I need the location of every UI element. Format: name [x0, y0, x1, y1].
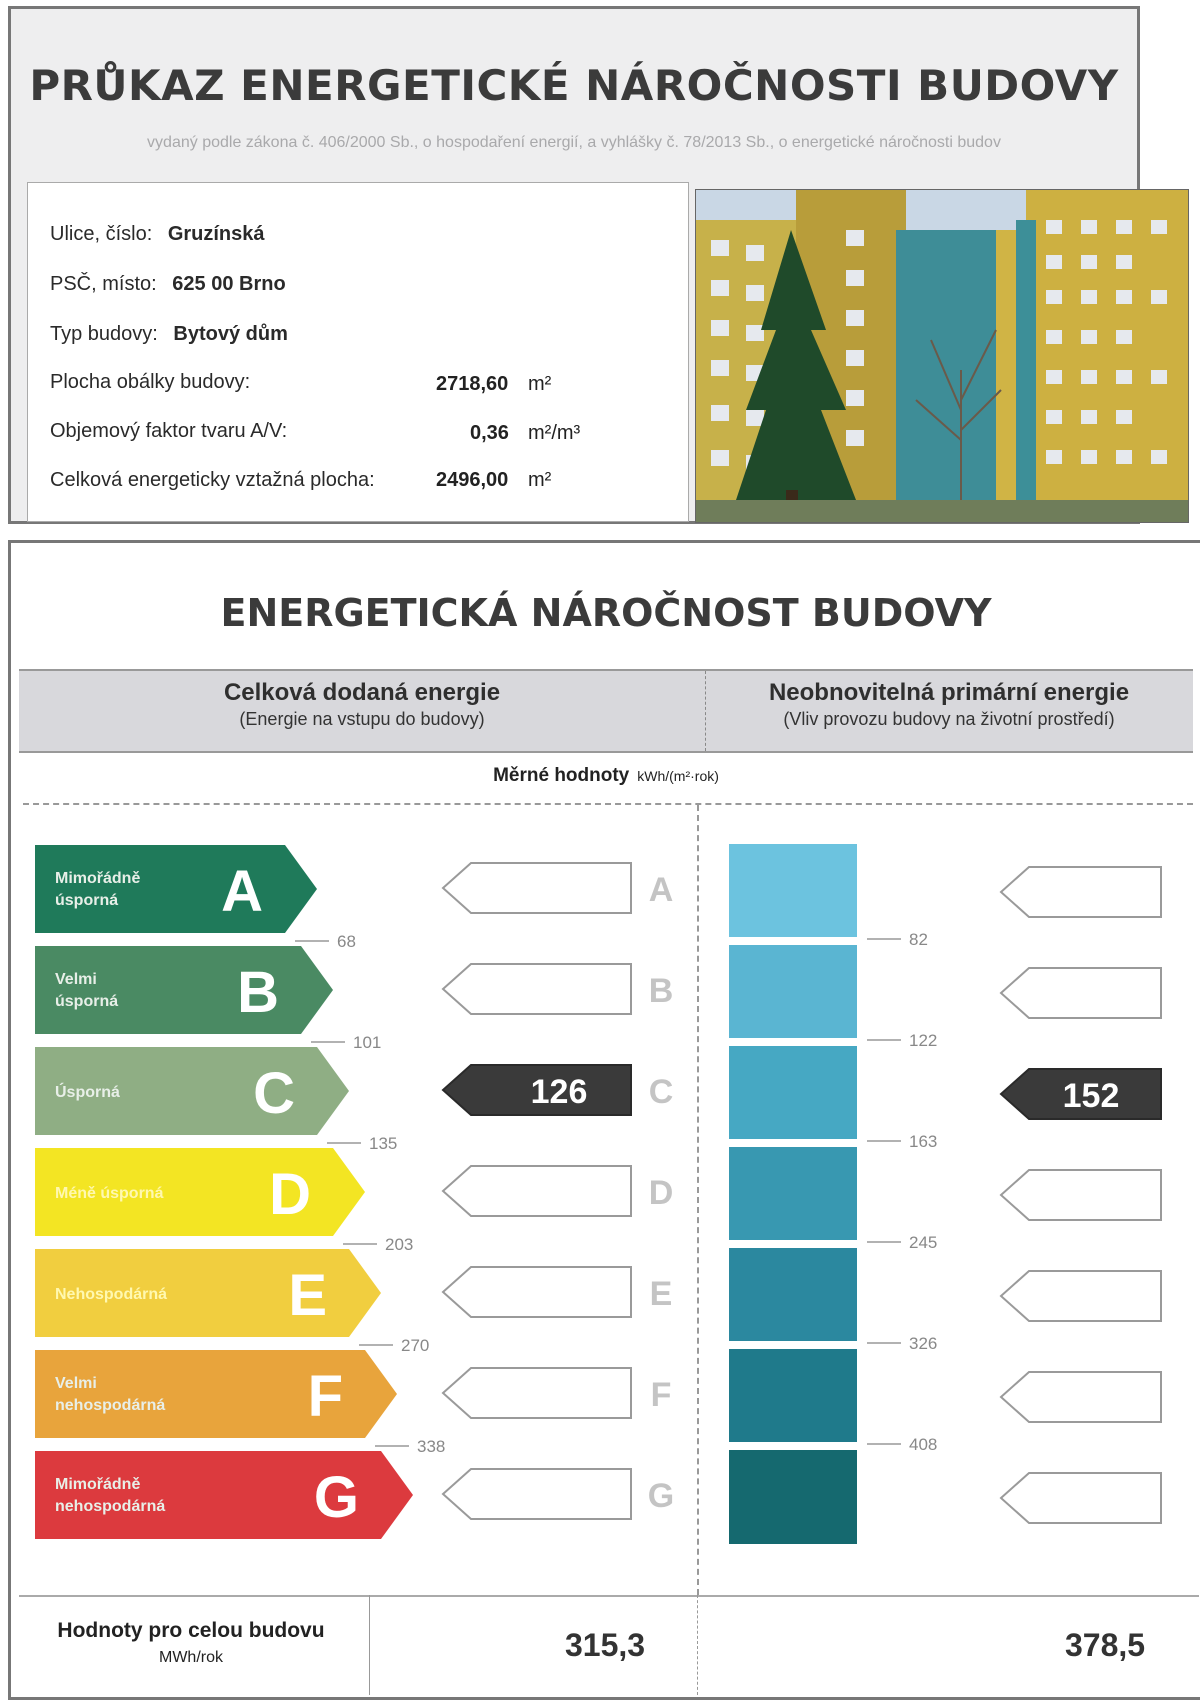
- area-value: 2496,00: [436, 469, 509, 491]
- shape-unit: m²/m³: [528, 422, 581, 444]
- certificate-title: PRŮKAZ ENERGETICKÉ NÁROČNOSTI BUDOVY: [29, 61, 1119, 110]
- type-row: [50, 323, 288, 346]
- type-value: Bytový dům: [173, 323, 288, 345]
- left-indicator-letter-f: F: [650, 1376, 672, 1414]
- class-a-desc-2: úsporná: [55, 892, 119, 909]
- left-indicator-e: [443, 1267, 631, 1317]
- class-a-desc-1: Mimořádně: [55, 870, 141, 887]
- right-threshold-label-2: 163: [909, 1132, 938, 1151]
- left-energy-scale: [35, 845, 674, 1539]
- left-indicator-b: [443, 964, 631, 1014]
- right-energy-scale: [729, 844, 1161, 1544]
- class-b-desc-2: úsporná: [55, 993, 119, 1010]
- footer-column-divider: [697, 1595, 698, 1695]
- building-details: [27, 182, 689, 522]
- right-indicator-d: [1001, 1170, 1161, 1220]
- total-primary-energy: 378,5: [1065, 1627, 1146, 1663]
- left-threshold-label-0: 68: [337, 932, 356, 951]
- class-c-desc: Úsporná: [55, 1084, 120, 1101]
- right-indicator-a: [1001, 867, 1161, 917]
- right-column-header: [705, 679, 1193, 730]
- class-e-letter: E: [288, 1263, 327, 1328]
- primary-bar-a: [729, 844, 857, 938]
- left-threshold-label-4: 270: [401, 1336, 430, 1355]
- primary-bar-e: [729, 1248, 857, 1342]
- right-threshold-label-0: 82: [909, 930, 928, 949]
- class-b-letter: B: [237, 960, 279, 1025]
- zip-row: [50, 273, 286, 296]
- right-threshold-label-4: 326: [909, 1334, 938, 1353]
- legal-subtitle: vydaný podle zákona č. 406/2000 Sb., o hospodaření energií, a vyhlášky č. 78/2013 Sb., o energetické náročnosti budov: [147, 134, 1001, 151]
- left-indicator-letter-a: A: [648, 871, 674, 909]
- total-unit: MWh/rok: [159, 1649, 223, 1666]
- right-threshold-label-3: 245: [909, 1233, 938, 1252]
- right-column-subtitle: (Vliv provozu budovy na životní prostředí): [783, 709, 1115, 729]
- envelope-label: Plocha obálky budovy:: [50, 371, 251, 393]
- class-b-desc-1: Velmi: [55, 971, 97, 988]
- right-indicator-g: [1001, 1473, 1161, 1523]
- right-threshold-label-1: 122: [909, 1031, 938, 1050]
- class-f-desc-2: nehospodárná: [55, 1397, 166, 1414]
- delivered-energy-value: 126: [530, 1073, 588, 1111]
- left-column-subtitle: (Energie na vstupu do budovy): [239, 709, 485, 729]
- right-indicator-f: [1001, 1372, 1161, 1422]
- left-column-header: [19, 679, 705, 730]
- class-g-desc-2: nehospodárná: [55, 1498, 166, 1515]
- primary-bar-c: [729, 1046, 857, 1140]
- specific-label: Měrné hodnoty: [493, 765, 630, 786]
- left-column-title: Celková dodaná energie: [223, 679, 501, 706]
- primary-bar-d: [729, 1147, 857, 1241]
- total-delivered-energy: 315,3: [565, 1627, 646, 1663]
- class-a-letter: A: [221, 859, 263, 924]
- section-title: ENERGETICKÁ NÁROČNOST BUDOVY: [220, 591, 992, 635]
- energy-scale-chart: [11, 805, 1200, 1595]
- right-indicator-e: [1001, 1271, 1161, 1321]
- zip-value: 625 00 Brno: [172, 273, 286, 295]
- total-label: Hodnoty pro celou budovu: [57, 1619, 325, 1642]
- class-a-arrow: [35, 845, 317, 933]
- left-threshold-label-5: 338: [417, 1437, 446, 1456]
- left-indicator-f: [443, 1368, 631, 1418]
- right-column-title: Neobnovitelná primární energie: [768, 679, 1130, 706]
- specific-unit: kWh/(m²·rok): [637, 768, 719, 784]
- left-indicator-letter-g: G: [647, 1477, 675, 1515]
- specific-values-label: [11, 765, 1200, 787]
- class-c-letter: C: [253, 1061, 295, 1126]
- footer-separator: [19, 1595, 1199, 1597]
- right-indicator-b: [1001, 968, 1161, 1018]
- left-threshold-label-3: 203: [385, 1235, 414, 1254]
- area-label: Celková energeticky vztažná plocha:: [50, 469, 375, 491]
- left-indicator-d: [443, 1166, 631, 1216]
- left-indicator-letter-d: D: [648, 1174, 674, 1212]
- left-threshold-label-1: 101: [353, 1033, 382, 1052]
- left-indicator-a: [443, 863, 631, 913]
- left-indicator-letter-e: E: [649, 1275, 673, 1313]
- area-unit: m²: [528, 469, 552, 491]
- street-row: [50, 223, 265, 246]
- left-indicator-g: [443, 1469, 631, 1519]
- left-indicator-letter-b: B: [648, 972, 674, 1010]
- class-b-arrow: [35, 946, 333, 1034]
- primary-energy-value: 152: [1062, 1077, 1120, 1115]
- class-d-letter: D: [269, 1162, 311, 1227]
- building-photo: [695, 189, 1189, 523]
- primary-bar-f: [729, 1349, 857, 1443]
- envelope-unit: m²: [528, 373, 552, 395]
- right-threshold-label-5: 408: [909, 1435, 938, 1454]
- street-label: Ulice, číslo:: [50, 223, 153, 245]
- energy-rating-section: [8, 540, 1200, 1700]
- type-label: Typ budovy:: [50, 323, 158, 345]
- left-indicator-letter-c: C: [648, 1073, 674, 1111]
- class-g-letter: G: [313, 1465, 359, 1530]
- shape-label: Objemový faktor tvaru A/V:: [50, 420, 288, 442]
- primary-bar-b: [729, 945, 857, 1039]
- street-value: Gruzínská: [167, 223, 265, 245]
- class-f-desc-1: Velmi: [55, 1375, 97, 1392]
- class-d-desc: Méně úsporná: [55, 1185, 164, 1202]
- total-values-label: [21, 1619, 361, 1667]
- shape-value: 0,36: [470, 422, 509, 444]
- zip-label: PSČ, místo:: [50, 273, 157, 295]
- building-info-section: [8, 6, 1140, 524]
- primary-bar-g: [729, 1450, 857, 1544]
- building-photo-illustration: [696, 190, 1189, 523]
- left-threshold-label-2: 135: [369, 1134, 398, 1153]
- class-f-letter: F: [307, 1364, 343, 1429]
- class-g-desc-1: Mimořádně: [55, 1476, 141, 1493]
- envelope-value: 2718,60: [436, 373, 509, 395]
- footer-divider: [369, 1595, 370, 1695]
- column-header-band: [19, 669, 1193, 753]
- class-e-desc: Nehospodárná: [55, 1286, 168, 1303]
